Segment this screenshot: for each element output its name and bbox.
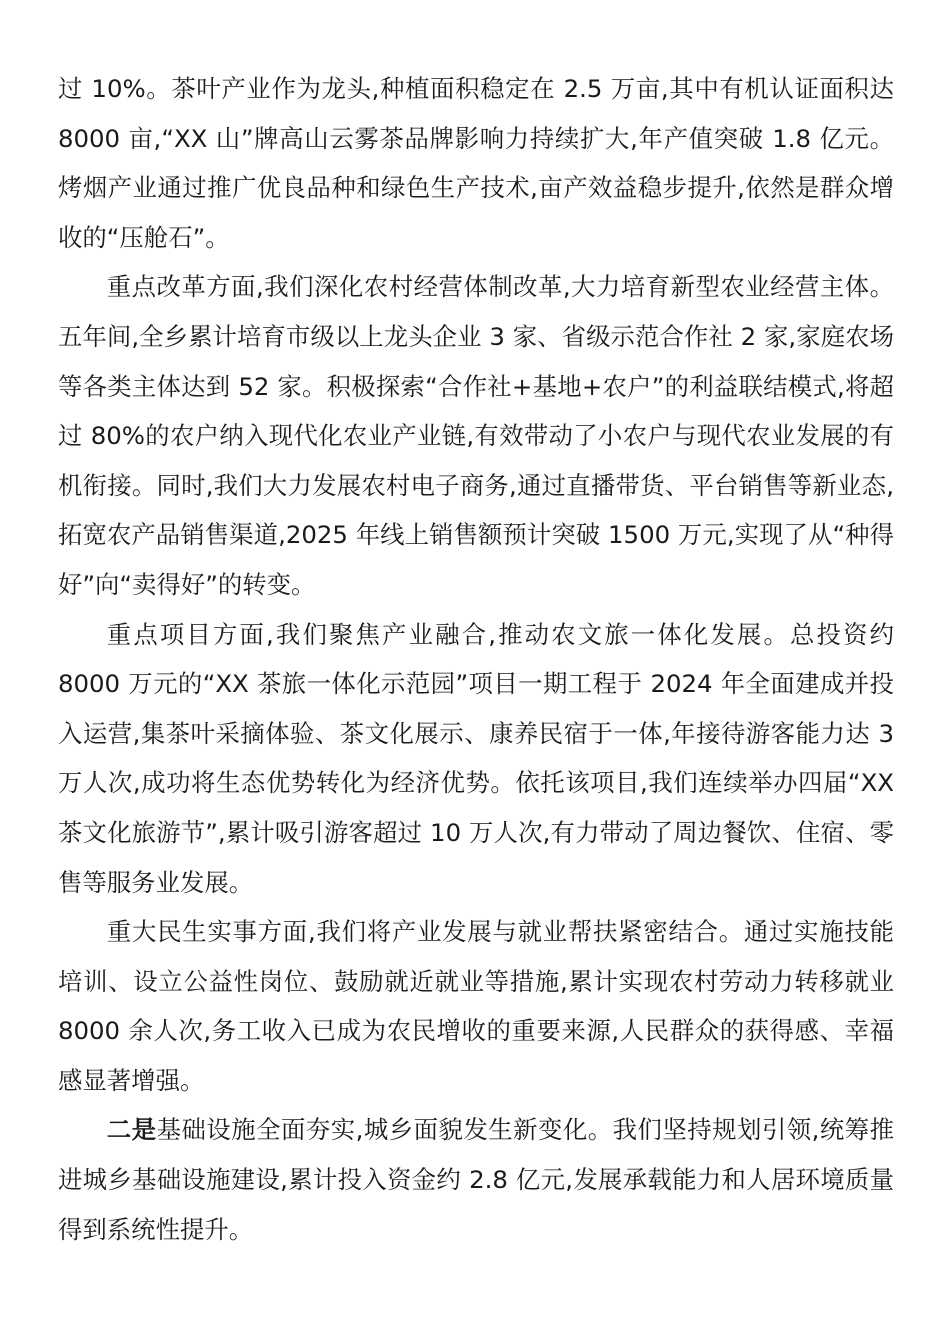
paragraph-key-project: [58, 610, 894, 908]
paragraph-lead-bold: 二是: [106, 1115, 157, 1145]
paragraph-text: 重大民生实事方面,我们将产业发展与就业帮扶紧密结合。通过实施技能培训、设立公益性岗位、鼓励就近就业等措施,累计实现农村劳动力转移就业 8000 余人次,务工收入已成为农民增收的重要来源,人民群众的获得感、幸福感显著增强。: [58, 917, 894, 1095]
paragraph-livelihood: [58, 907, 894, 1105]
paragraph-text: 重点项目方面,我们聚焦产业融合,推动农文旅一体化发展。总投资约 8000 万元的“XX 茶旅一体化示范园”项目一期工程于 2024 年全面建成并投入运营,集茶叶采摘体验、茶文化展示、康养民宿于一体,年接待游客能力达 3 万人次,成功将生态优势转化为经济优势。依托该项目,我们连续举办四届“XX 茶文化旅游节”,累计吸引游客超过 10 万人次,有力带动了周边餐饮、住宿、零售等服务业发展。: [58, 619, 894, 897]
paragraph-key-reform: [58, 262, 894, 609]
paragraph-infrastructure: [58, 1105, 894, 1254]
paragraph-industry-tea: [58, 64, 894, 262]
paragraph-text: 过 10%。茶叶产业作为龙头,种植面积稳定在 2.5 万亩,其中有机认证面积达 8000 亩,“XX 山”牌高山云雾茶品牌影响力持续扩大,年产值突破 1.8 亿元。烤烟产业通过推广优良品种和绿色生产技术,亩产效益稳步提升,依然是群众增收的“压舱石”。: [58, 74, 894, 252]
document-body: [58, 64, 894, 1254]
paragraph-text: 基础设施全面夯实,城乡面貌发生新变化。我们坚持规划引领,统筹推进城乡基础设施建设,累计投入资金约 2.8 亿元,发展承载能力和人居环境质量得到系统性提升。: [58, 1115, 894, 1244]
paragraph-text: 重点改革方面,我们深化农村经营体制改革,大力培育新型农业经营主体。五年间,全乡累计培育市级以上龙头企业 3 家、省级示范合作社 2 家,家庭农场等各类主体达到 52 家。积极探索“合作社+基地+农户”的利益联结模式,将超过 80%的农户纳入现代化农业产业链,有效带动了小农户与现代农业发展的有机衔接。同时,我们大力发展农村电子商务,通过直播带货、平台销售等新业态,拓宽农产品销售渠道,2025 年线上销售额预计突破 1500 万元,实现了从“种得好”向“卖得好”的转变。: [58, 272, 894, 599]
